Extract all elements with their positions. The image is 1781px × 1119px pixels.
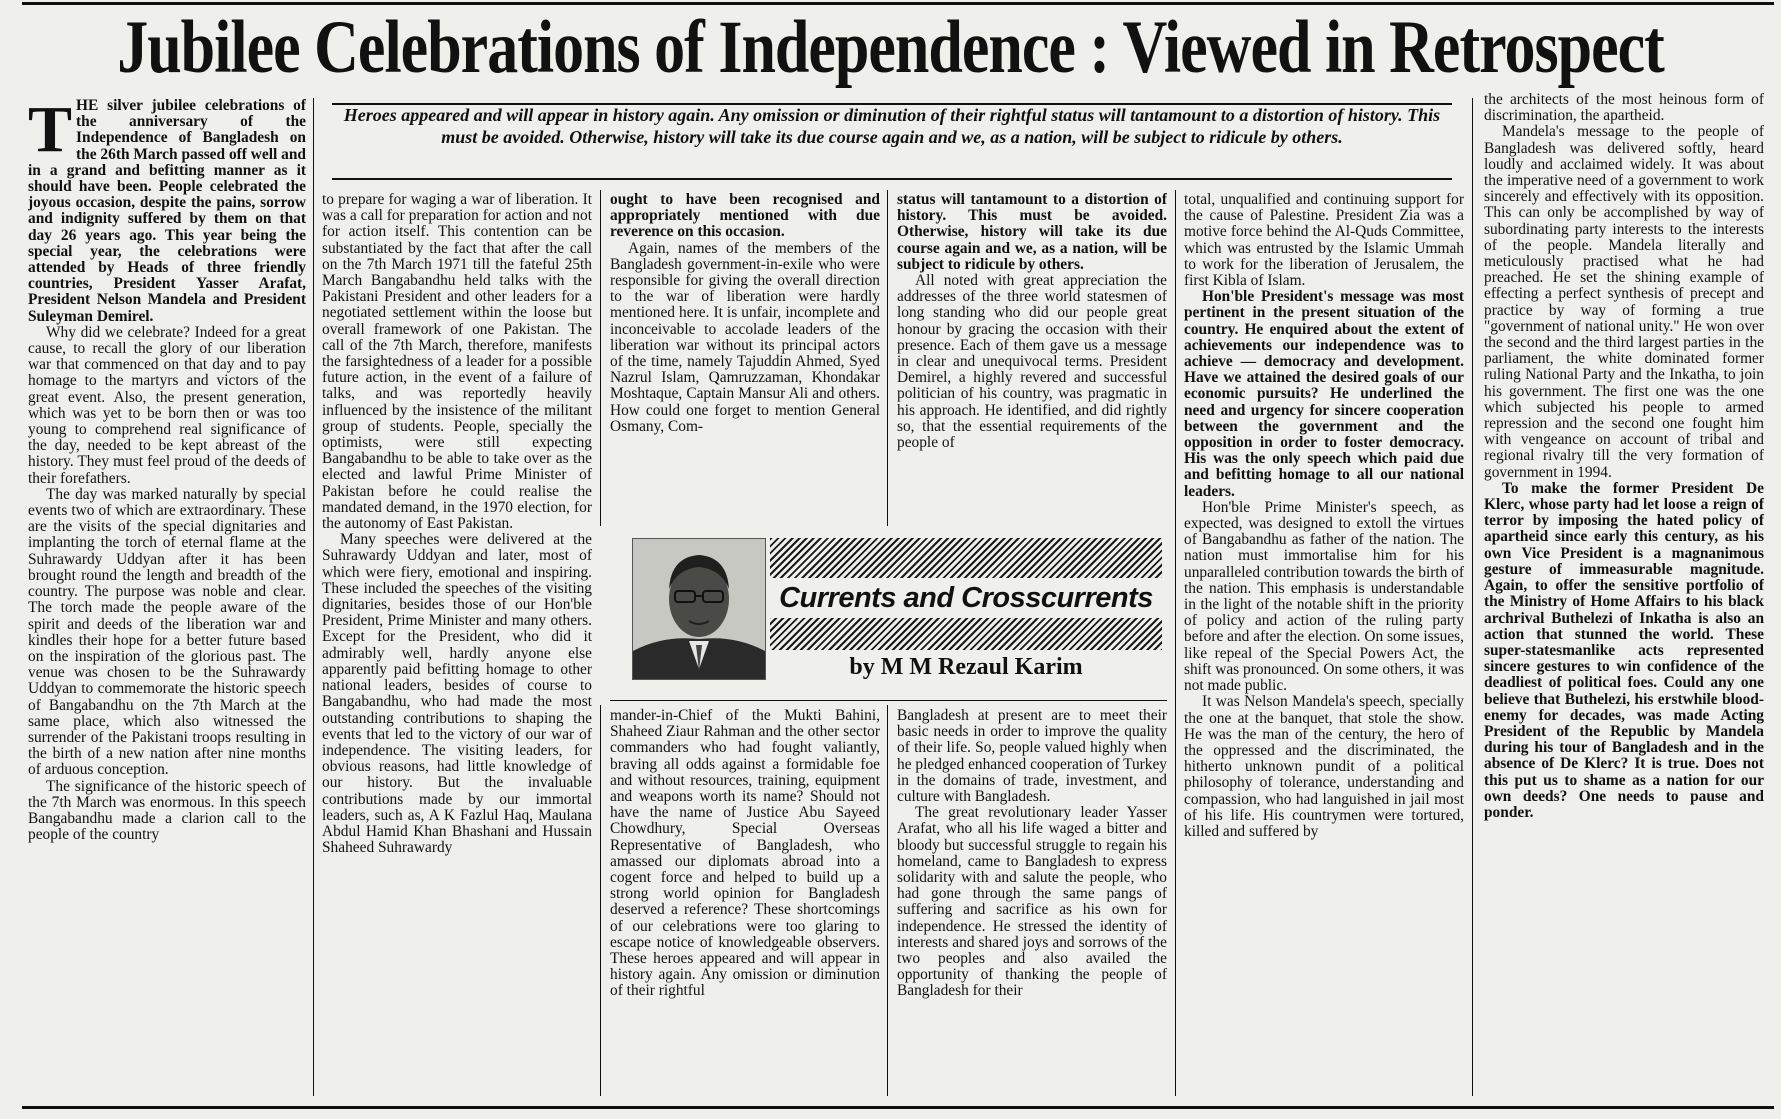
article-column-3-bottom	[610, 708, 880, 1098]
paragraph: status will tantamount to a distortion of history. This must be avoided. Otherwise, history will take its due course again and we, as a nation, will be subject to ridicule by others.	[897, 192, 1167, 273]
top-rule	[22, 2, 1774, 5]
article-column-5	[1184, 192, 1464, 1097]
deck-bottom-rule	[332, 178, 1452, 180]
drop-cap: T	[28, 98, 73, 166]
paragraph: It was Nelson Mandela's speech, specially the one at the banquet, that stole the show. He was the man of the century, the hero of the oppressed and the discriminated, the hitherto unknown pundit of a political philosophy of tolerance, understanding and compassion, who had languished in jail most of his life. His countrymen were tortured, killed and suffered by	[1184, 693, 1464, 840]
column-rule	[887, 190, 888, 526]
deck: Heroes appeared and will appear in history again. Any omission or diminution of their rightful status will tantamount to a distortion of history. This must be avoided. Otherwise, history will take its due course again and we, as a nation, will be subject to ridicule by others.	[343, 105, 1441, 147]
column-title: Currents and Crosscurrents	[770, 578, 1162, 618]
byline-rule	[610, 700, 1167, 701]
paragraph: The significance of the historic speech of the 7th March was enormous. In this speech Bangabandhu made a clarion call to the people of the country	[28, 777, 306, 844]
article-column-4-bottom	[897, 708, 1167, 1098]
column-rule	[313, 98, 314, 1096]
article-column-1	[28, 98, 306, 1098]
paragraph: the architects of the most heinous form of discrimination, the apartheid.	[1484, 92, 1764, 125]
paragraph: Again, names of the members of the Bangladesh government-in-exile who were responsible for giving the overall direction to the war of liberation were hardly mentioned here. It is unfair, incomplete and inconceivable to accolade leaders of the liberation war without its principal actors of the time, namely Tajuddin Ahmed, Syed Nazrul Islam, Qamruzzaman, Khondakar Moshtaque, Captain Mansur Ali and others. How could one forget to mention General Osmany, Com-	[610, 239, 880, 435]
paragraph: mander-in-Chief of the Mukti Bahini, Shaheed Ziaur Rahman and the other sector commanders who had fought valiantly, braving all odds against a formidable foe and without resources, training, equipment and weapons worth its name? Should not have the name of Justice Abu Sayeed Chowdhury, Special Overseas Representative of Bangladesh, who amassed our diplomats abroad into a cogent force and helped to build up a strong world opinion for Bangladesh deserved a reference? These shortcomings of our celebrations were too glaring to escape notice of knowledgeable observers. These heroes appeared and will appear in history again. Any omission or diminution of their rightful	[610, 708, 880, 1000]
article-column-6	[1484, 92, 1764, 1097]
paragraph: Mandela's message to the people of Bangladesh was delivered softly, heard loudly and acclaimed widely. It was about the imperative need of a government to work sincerely and effectively with its opposition. This can only be accomplished by way of subordinating party interests to the interests of the people. Mandela literally and meticulously practised what he had preached. He set the shining example of effecting a perfect synthesis of precept and practice by way of forming a true "government of national unity." He won over the second and the third largest parties in the parliament, the white dominated former ruling National Party and the Inkatha, to join his government. The first one was the one which subjected his people to armed repression and the second one fought him with vengeance on account of tribal and regional rivalry till the very formation of government in 1994.	[1484, 123, 1764, 481]
paragraph: ought to have been recognised and appropriately mentioned with due reverence on this occasion.	[610, 192, 880, 241]
paragraph: Hon'ble Prime Minister's speech, as expected, was designed to extoll the virtues of Bangabandhu as father of the nation. The nation must immortalise him for his unparalleled contribution towards the birth of the nation. This emphasis is understandable in the light of the notable shift in the priority of policy and action of the ruling party before and after the election. On some issues, like repeal of the Special Powers Act, the shift was pronounced. On some others, it was not made public.	[1184, 498, 1464, 695]
paragraph: HE silver jubilee celebrations of the anniversary of the Independence of Bangladesh on the 26th March passed off well and in a grand and befitting manner as it should have been. People celebrated the joyous occasion, despite the pains, sorrow and indignity suffered by them on that day 26 years ago. This year being the special year, the celebrations were attended by Heads of three friendly countries, President Yasser Arafat, President Nelson Mandela and President Suleyman Demirel.	[28, 98, 306, 325]
column-rule	[600, 705, 601, 1096]
article-column-3-top	[610, 192, 880, 530]
paragraph: Hon'ble President's message was most pertinent in the present situation of the country. He enquired about the extent of achievements our independence was to achieve — democracy and development. Have we attained the desired goals of our economic pursuits? He underlined the need and urgency for sincere cooperation between the government and the opposition in order to foster democracy. His was the only speech which paid due and befitting homage to all our national leaders.	[1184, 288, 1464, 500]
paragraph: total, unqualified and continuing support for the cause of Palestine. President Zia was a motive force behind the Al-Quds Committee, which was entrusted by the Islamic Ummah to work for the liberation of Jerusalem, the first Kibla of Islam.	[1184, 192, 1464, 290]
author-photo	[632, 538, 766, 680]
paragraph: The great revolutionary leader Yasser Arafat, who all his life waged a bitter and bloody but successful struggle to regain his homeland, came to Bangladesh to express solidarity with and salute the people, who had gone through the same pangs of suffering and sacrifice as his own for independence. He stressed the identity of interests and shared joys and sorrows of the two peoples and also availed the opportunity of thanking the people of Bangladesh for their	[897, 804, 1167, 1000]
column-rule	[887, 705, 888, 1096]
article-column-4-top	[897, 192, 1167, 530]
column-rule	[1175, 190, 1176, 1096]
byline: by M M Rezaul Karim	[849, 654, 1083, 680]
paragraph: Many speeches were delivered at the Suhrawardy Uddyan and later, most of which were fiery, emotional and inspiring. These included the speeches of the visiting dignitaries, besides those of our Hon'ble President, Prime Minister and many others. Except for the President, who did it admirably well, hardly anyone else apparently paid befitting homage to other national leaders, besides of course to Bangabandhu, who had made the most outstanding contributions to shaping the events that led to the victory of our war of independence. The visiting leaders, for obvious reasons, had little knowledge of our history. But the invaluable contributions made by our immortal leaders, such as, A K Fazlul Haq, Maulana Abdul Hamid Khan Bhashani and Hussain Shaheed Suhrawardy	[322, 531, 592, 857]
paragraph: To make the former President De Klerc, whose party had let loose a reign of terror by imposing the hated policy of apartheid since early this century, as his own Vice President is a magnanimous gesture of immeasurable magnitude. Again, to offer the sensitive portfolio of the Ministry of Home Affairs to his black archrival Buthelezi of Inkatha is also an action that stunned the world. These super-statesmanlike acts represented sincere gestures to win confidence of the deadliest of political foes. Could any one believe that Buthelezi, his erstwhile blood-enemy for decades, was made Acting President of the Republic by Mandela during his tour of Bangladesh and in the absence of De Klerc? It is true. Does not this put us to shame as a nation for our own deeds? One needs to pause and ponder.	[1484, 479, 1764, 821]
paragraph: All noted with great appreciation the addresses of the three world statesmen of long standing who did our people great honour by gracing the occasion with their presence. Each of them gave us a message in clear and unequivocal terms. President Demirel, a highly revered and successful politician of his country, was pragmatic in his approach. He identified, and did rightly so, that the essential requirements of the people of	[897, 272, 1167, 452]
headline: Jubilee Celebrations of Independence : Viewed in Retrospect	[117, 6, 1664, 90]
column-rule	[1472, 98, 1473, 1096]
paragraph: Why did we celebrate? Indeed for a great cause, to recall the glory of our liberation war that commenced on that day and to pay homage to the martyrs and victors of the great event. Also, the present generation, which was yet to be born then or was too young to comprehend real significance of the day, needed to be kept abreast of the history. They must feel proud of the deeds of their forefathers.	[28, 323, 306, 487]
paragraph: The day was marked naturally by special events two of which are extraordinary. These are the visits of the special dignitaries and implanting the torch of eternal flame at the Suhrawardy Uddyan after it has been brought round the length and breadth of the country. The purpose was noble and clear. The torch made the people aware of the spirit and deeds of the liberation war and kindles their hope for a better future based on the inspiration of the glorious past. The venue was chosen to be the Suhrawardy Uddyan to commemorate the historic speech of Bangabandhu on the 7th March at the same place, which also witnessed the surrender of the Pakistani troops resulting in the birth of a new nation after nine months of arduous conception.	[28, 485, 306, 779]
paragraph: to prepare for waging a war of liberation. It was a call for preparation for action and not for action itself. This contention can be substantiated by the fact that after the call on the 7th March 1971 till the fateful 25th March Bangabandhu held talks with the Pakistani President and other leaders for a negotiated settlement within the loose but overall framework of one Pakistan. The call of the 7th March, therefore, manifests the farsightedness of a leader for a possible future action, in the event of a failure of talks, and was reportedly heavily influenced by the insistence of the militant group of students. People, specially the optimists, were still expecting Bangabandhu to be able to take over as the elected and lawful Prime Minister of Pakistan before he could realise the mandated demand, in the 1970 election, for the autonomy of East Pakistan.	[322, 192, 592, 533]
author-portrait-image	[633, 539, 765, 679]
paragraph: Bangladesh at present are to meet their basic needs in order to improve the quality of their life. So, people valued highly when he pledged enhanced cooperation of Turkey in the domains of trade, investment, and culture with Bangladesh.	[897, 708, 1167, 806]
article-column-2	[322, 192, 592, 1097]
bottom-rule	[22, 1106, 1774, 1109]
column-rule	[600, 190, 601, 526]
